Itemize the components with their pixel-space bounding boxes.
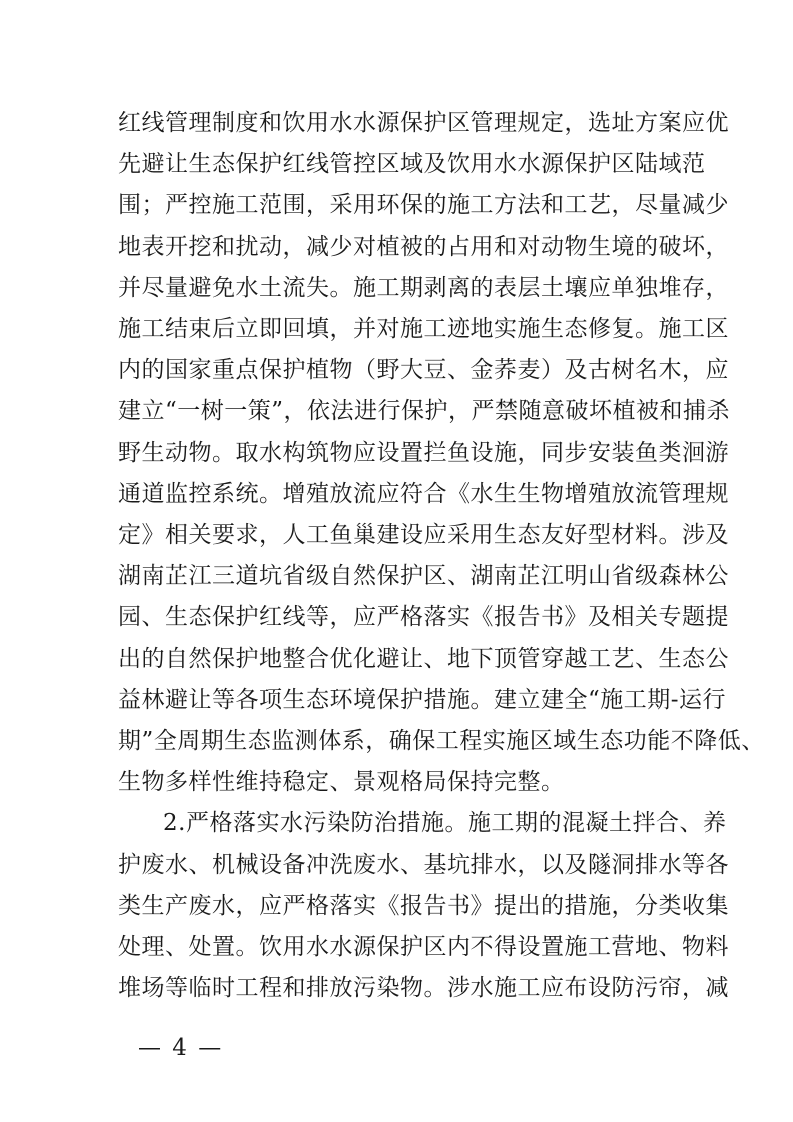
- text-line: 期”全周期生态监测体系，确保工程实施区域生态功能不降低、: [118, 728, 765, 754]
- text-line: 出的自然保护地整合优化避让、地下顶管穿越工艺、生态公: [118, 646, 729, 672]
- text-line: 野生动物。取水构筑物应设置拦鱼设施，同步安装鱼类洄游: [118, 440, 729, 466]
- text-line: 堆场等临时工程和排放污染物。涉水施工应布设防污帘，减: [118, 975, 729, 1001]
- page-number: — 4 —: [138, 1035, 224, 1061]
- text-line: 2.严格落实水污染防治措施。施工期的混凝土拌合、养: [163, 810, 727, 836]
- text-line: 处理、处置。饮用水水源保护区内不得设置施工营地、物料: [118, 934, 729, 960]
- text-line: 类生产废水，应严格落实《报告书》提出的措施，分类收集: [118, 893, 729, 919]
- text-line: 并尽量避免水土流失。施工期剥离的表层土壤应单独堆存，: [118, 275, 729, 301]
- text-line: 护废水、机械设备冲洗废水、基坑排水，以及隧洞排水等各: [118, 852, 729, 878]
- text-line: 通道监控系统。增殖放流应符合《水生生物增殖放流管理规: [118, 481, 729, 507]
- text-line: 施工结束后立即回填，并对施工迹地实施生态修复。施工区: [118, 316, 729, 342]
- text-line: 内的国家重点保护植物（野大豆、金荞麦）及古树名木，应: [118, 357, 729, 383]
- text-line: 生物多样性维持稳定、景观格局保持完整。: [118, 769, 565, 795]
- text-line: 地表开挖和扰动，减少对植被的占用和对动物生境的破坏，: [118, 234, 729, 260]
- text-line: 围；严控施工范围，采用环保的施工方法和工艺，尽量减少: [118, 192, 729, 218]
- text-line: 定》相关要求，人工鱼巢建设应采用生态友好型材料。涉及: [118, 522, 729, 548]
- text-line: 湖南芷江三道坑省级自然保护区、湖南芷江明山省级森林公: [118, 563, 729, 589]
- text-line: 园、生态保护红线等，应严格落实《报告书》及相关专题提: [118, 604, 729, 630]
- text-line: 先避让生态保护红线管控区域及饮用水水源保护区陆域范: [118, 151, 706, 177]
- text-line: 益林避让等各项生态环境保护措施。建立建全“施工期-运行: [118, 687, 727, 713]
- text-line: 建立“一树一策”，依法进行保护，严禁随意破坏植被和捕杀: [118, 398, 731, 424]
- text-line: 红线管理制度和饮用水水源保护区管理规定，选址方案应优: [118, 110, 729, 136]
